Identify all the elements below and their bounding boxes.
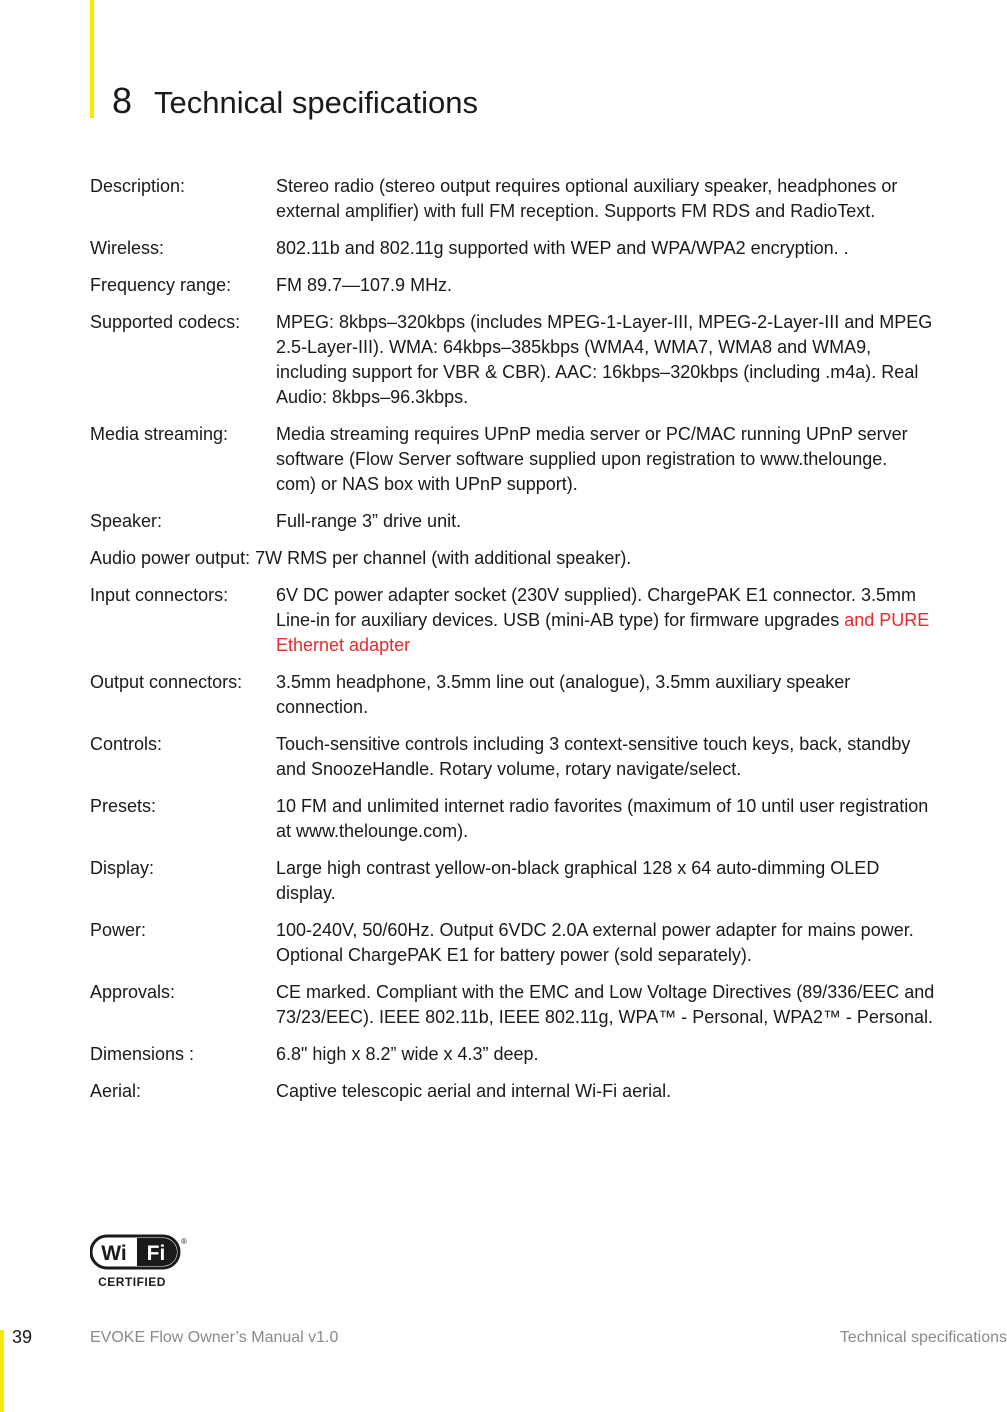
spec-speaker	[90, 509, 1007, 534]
section-number: 8	[112, 80, 133, 121]
spec-label: Input connectors:	[90, 585, 229, 605]
page-title: Technical specifications	[154, 85, 478, 120]
spec-value	[276, 174, 1007, 224]
spec-line	[276, 608, 1007, 633]
spec-audio-power-output	[90, 546, 1007, 571]
page-number: 39	[12, 1327, 33, 1347]
spec-value	[276, 794, 1007, 844]
spec-value	[276, 310, 1007, 410]
spec-line: and SnoozeHandle. Rotary volume, rotary navigate/select.	[276, 759, 742, 779]
spec-value	[276, 273, 1007, 298]
spec-line: Optional ChargePAK E1 for battery power (sold separately).	[276, 945, 752, 965]
spec-value	[276, 918, 1007, 968]
spec-label: Aerial:	[90, 1081, 142, 1101]
spec-line: external amplifier) with full FM reception. Supports FM RDS and RadioText.	[276, 201, 876, 221]
spec-label: Presets:	[90, 796, 157, 816]
spec-display	[90, 856, 1007, 906]
spec-line: 6V DC power adapter socket (230V supplied). ChargePAK E1 connector. 3.5mm	[276, 585, 917, 605]
spec-label: Frequency range:	[90, 275, 232, 295]
wifi-logo-registered: ®	[181, 1237, 187, 1246]
spec-line: MPEG: 8kbps–320kbps (includes MPEG-1-Layer-III, MPEG-2-Layer-III and MPEG	[276, 312, 933, 332]
spec-value	[276, 422, 1007, 497]
footer-manual-title: EVOKE Flow Owner’s Manual v1.0	[90, 1329, 339, 1346]
spec-line: CE marked. Compliant with the EMC and Low Voltage Directives (89/336/EEC and	[276, 982, 935, 1002]
spec-label: Supported codecs:	[90, 312, 241, 332]
spec-line: display.	[276, 883, 336, 903]
spec-controls	[90, 732, 1007, 782]
spec-label: Audio power output:	[90, 548, 251, 568]
spec-line: software (Flow Server software supplied upon registration to www.thelounge.	[276, 449, 888, 469]
wifi-logo-fi: Fi	[146, 1242, 166, 1265]
spec-approvals	[90, 980, 1007, 1030]
spec-line: 73/23/EEC). IEEE 802.11b, IEEE 802.11g, WPA™ - Personal, WPA2™ - Personal.	[276, 1007, 933, 1027]
spec-dimensions	[90, 1042, 1007, 1067]
spec-presets	[90, 794, 1007, 844]
spec-line: Media streaming requires UPnP media server or PC/MAC running UPnP server	[276, 424, 908, 444]
spec-line-highlight: Ethernet adapter	[276, 635, 411, 655]
spec-label: Display:	[90, 858, 155, 878]
spec-supported-codecs	[90, 310, 1007, 410]
spec-aerial	[90, 1079, 1007, 1104]
spec-media-streaming	[90, 422, 1007, 497]
spec-line: at www.thelounge.com).	[276, 821, 469, 841]
spec-value	[276, 670, 1007, 720]
wifi-logo-certified: CERTIFIED	[98, 1275, 166, 1289]
spec-frequency-range	[90, 273, 1007, 298]
page-heading	[112, 80, 478, 122]
spec-label: Media streaming:	[90, 424, 229, 444]
spec-value	[276, 732, 1007, 782]
spec-line: Large high contrast yellow-on-black graphical 128 x 64 auto-dimming OLED	[276, 858, 880, 878]
spec-label: Approvals:	[90, 982, 176, 1002]
spec-value	[276, 1042, 1007, 1067]
spec-input-connectors	[90, 583, 1007, 658]
spec-line: 100-240V, 50/60Hz. Output 6VDC 2.0A external power adapter for mains power.	[276, 920, 914, 940]
spec-value	[276, 509, 1007, 534]
spec-line: com) or NAS box with UPnP support).	[276, 474, 578, 494]
accent-bar-top	[90, 0, 94, 118]
spec-line-highlight: and PURE	[844, 610, 930, 630]
accent-bar-bottom	[0, 1330, 4, 1412]
spec-line: Captive telescopic aerial and internal Wi-Fi aerial.	[276, 1081, 672, 1101]
spec-label: Controls:	[90, 734, 163, 754]
spec-line: Stereo radio (stereo output requires optional auxiliary speaker, headphones or	[276, 176, 898, 196]
spec-value	[276, 236, 1007, 261]
spec-label: Description:	[90, 176, 186, 196]
spec-label: Wireless:	[90, 238, 165, 258]
wifi-logo-wi: Wi	[101, 1242, 127, 1265]
spec-power	[90, 918, 1007, 968]
spec-description	[90, 174, 1007, 224]
spec-line: 6.8" high x 8.2” wide x 4.3” deep.	[276, 1044, 539, 1064]
spec-line: connection.	[276, 697, 369, 717]
spec-value: 7W RMS per channel (with additional speaker).	[255, 548, 632, 568]
spec-label: Dimensions :	[90, 1044, 195, 1064]
spec-label: Speaker:	[90, 511, 163, 531]
wifi-certified-logo	[90, 1232, 190, 1294]
spec-line: 3.5mm headphone, 3.5mm line out (analogue), 3.5mm auxiliary speaker	[276, 672, 851, 692]
footer-section-title: Technical specifications	[839, 1329, 1007, 1346]
spec-line: FM 89.7—107.9 MHz.	[276, 275, 453, 295]
spec-value	[276, 1079, 1007, 1104]
spec-wireless	[90, 236, 1007, 261]
spec-line: Touch-sensitive controls including 3 context-sensitive touch keys, back, standby	[276, 734, 911, 754]
spec-line: 802.11b and 802.11g supported with WEP and WPA/WPA2 encryption. .	[276, 238, 849, 258]
spec-output-connectors	[90, 670, 1007, 720]
spec-line: 10 FM and unlimited internet radio favorites (maximum of 10 until user registration	[276, 796, 929, 816]
spec-line: including support for VBR & CBR). AAC: 16kbps–320kbps (including .m4a). Real	[276, 362, 919, 382]
spec-list	[90, 174, 1007, 1116]
spec-line: Full-range 3” drive unit.	[276, 511, 462, 531]
spec-label: Output connectors:	[90, 672, 243, 692]
spec-label: Power:	[90, 920, 147, 940]
spec-value	[276, 856, 1007, 906]
spec-value	[276, 583, 1007, 658]
spec-value	[276, 980, 1007, 1030]
spec-line: Audio: 8kbps–96.3kbps.	[276, 387, 469, 407]
spec-line-text: Line-in for auxiliary devices. USB (mini-AB type) for firmware upgrades	[276, 610, 840, 630]
spec-line: 2.5-Layer-III). WMA: 64kbps–385kbps (WMA4, WMA7, WMA8 and WMA9,	[276, 337, 872, 357]
